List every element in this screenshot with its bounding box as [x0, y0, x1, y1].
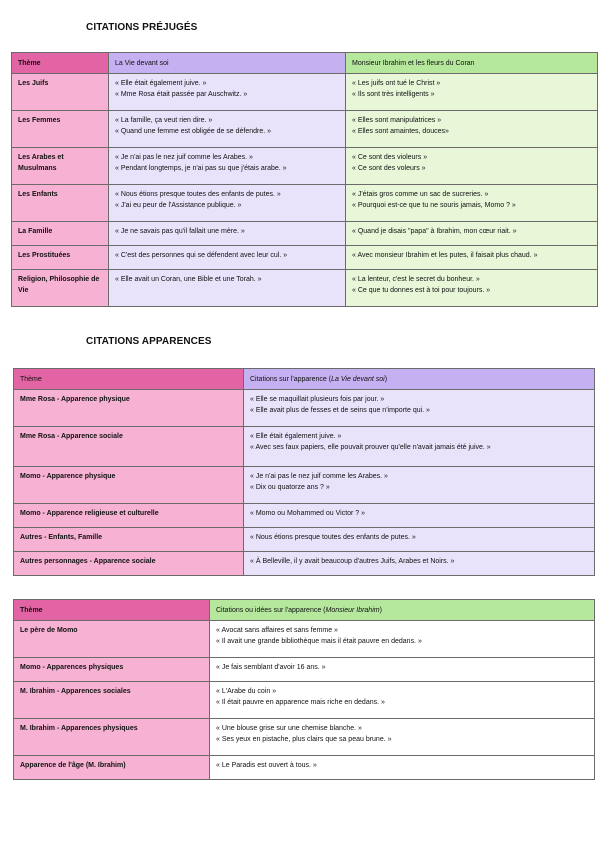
header-prefix: Citations sur l'apparence ( — [250, 376, 332, 383]
quote: « À Belleville, il y avait beaucoup d'autres Juifs, Arabes et Noirs. » — [250, 558, 455, 565]
theme-cell: La Famille — [12, 222, 109, 246]
table-row — [12, 185, 598, 222]
quote: « J'ai eu peur de l'Assistance publique. » — [115, 202, 242, 209]
quote-cell — [346, 246, 598, 270]
quote-cell — [244, 504, 595, 528]
table-row — [12, 246, 598, 270]
quote-cell — [210, 756, 595, 780]
quote-cell — [210, 621, 595, 658]
quote-cell — [244, 467, 595, 504]
quote: « Elle avait plus de fesses et de seins que n'importe qui. » — [250, 407, 430, 414]
section-title-prejuges: CITATIONS PRÉJUGÉS — [86, 22, 198, 33]
quote-cell — [244, 390, 595, 427]
header-quotes — [244, 369, 595, 390]
theme-cell: Les Juifs — [12, 74, 109, 111]
theme-cell: Momo - Apparence religieuse et culturelle — [14, 504, 244, 528]
quote: « C'est des personnes qui se défendent avec leur cul. » — [115, 252, 288, 259]
quote: « Une blouse grise sur une chemise blanche. » — [216, 725, 362, 732]
quote-cell — [109, 222, 346, 246]
quote-cell — [244, 552, 595, 576]
theme-cell: Les Femmes — [12, 111, 109, 148]
theme-cell: Momo - Apparence physique — [14, 467, 244, 504]
table-row — [14, 528, 595, 552]
quote-cell — [210, 682, 595, 719]
table-row — [14, 552, 595, 576]
quote: « Elle était également juive. » — [115, 80, 207, 87]
quote: « Elle se maquillait plusieurs fois par jour. » — [250, 396, 385, 403]
table-row — [14, 467, 595, 504]
apparences-ibrahim-table — [13, 599, 595, 780]
theme-cell: Autres personnages - Apparence sociale — [14, 552, 244, 576]
quote: « Ils sont très intelligents » — [352, 91, 435, 98]
header-book: Monsieur Ibrahim — [325, 607, 380, 614]
quote: « Ses yeux en pistache, plus clairs que sa peau brune. » — [216, 736, 392, 743]
quote: « Dix ou quatorze ans ? » — [250, 484, 330, 491]
quote: « Je n'ai pas le nez juif comme les Arabes. » — [115, 154, 253, 161]
table-row — [12, 74, 598, 111]
quote-cell — [346, 148, 598, 185]
quote-cell — [346, 74, 598, 111]
table-row — [14, 756, 595, 780]
quote-cell — [109, 270, 346, 307]
table-header-row — [12, 53, 598, 74]
header-monsieur-ibrahim: Monsieur Ibrahim et les fleurs du Coran — [346, 53, 598, 74]
quote: « Ce sont des voleurs » — [352, 165, 426, 172]
table-row — [14, 719, 595, 756]
header-book: La Vie devant soi — [331, 376, 385, 383]
quote: « Ce que tu donnes est à toi pour toujours. » — [352, 287, 491, 294]
quote: « Quand une femme est obligée de se défendre. » — [115, 128, 272, 135]
quote-cell — [244, 427, 595, 467]
quote: « Les juifs ont tué le Christ » — [352, 80, 441, 87]
header-quotes — [210, 600, 595, 621]
table-row — [14, 682, 595, 719]
theme-cell: Le père de Momo — [14, 621, 210, 658]
table-row — [14, 390, 595, 427]
quote: « Elles sont manipulatrices » — [352, 117, 442, 124]
quote: « Elles sont amaintes, douces» — [352, 128, 449, 135]
quote-cell — [109, 246, 346, 270]
quote-cell — [346, 185, 598, 222]
quote: « Elle avait un Coran, une Bible et une Torah. » — [115, 276, 262, 283]
quote: « Le Paradis est ouvert à tous. » — [216, 762, 317, 769]
quote: « Nous étions presque toutes des enfants de putes. » — [115, 191, 281, 198]
header-theme: Thème — [14, 600, 210, 621]
theme-cell: Mme Rosa - Apparence physique — [14, 390, 244, 427]
quote: « Pourquoi est-ce que tu ne souris jamais, Momo ? » — [352, 202, 516, 209]
theme-cell: M. Ibrahim - Apparences physiques — [14, 719, 210, 756]
table-header-row — [14, 369, 595, 390]
quote-cell — [109, 185, 346, 222]
table-row — [12, 222, 598, 246]
quote-cell — [210, 658, 595, 682]
header-theme: Thème — [12, 53, 109, 74]
quote-cell — [109, 111, 346, 148]
quote: « Ce sont des violeurs » — [352, 154, 428, 161]
theme-cell: Les Prostituées — [12, 246, 109, 270]
table-row — [14, 427, 595, 467]
quote: « Nous étions presque toutes des enfants de putes. » — [250, 534, 416, 541]
header-suffix: ) — [384, 376, 388, 383]
table-header-row — [14, 600, 595, 621]
quote-cell — [210, 719, 595, 756]
theme-cell: Religion, Philosophie de Vie — [12, 270, 109, 307]
quote: « Elle était également juive. » — [250, 433, 342, 440]
section-title-apparences: CITATIONS APPARENCES — [86, 336, 212, 347]
quote: « Je fais semblant d'avoir 16 ans. » — [216, 664, 326, 671]
quote: « La lenteur, c'est le secret du bonheur. » — [352, 276, 480, 283]
theme-cell: Apparence de l'âge (M. Ibrahim) — [14, 756, 210, 780]
quote: « Avec monsieur Ibrahim et les putes, il faisait plus chaud. » — [352, 252, 538, 259]
header-suffix: ) — [379, 607, 382, 614]
header-prefix: Citations ou idées sur l'apparence ( — [216, 607, 326, 614]
quote: « Mme Rosa était passée par Auschwitz. » — [115, 91, 248, 98]
quote: « Avec ses faux papiers, elle pouvait prouver qu'elle n'avait jamais été juive. » — [250, 444, 491, 451]
prejudices-table — [11, 52, 598, 307]
quote: « Il était pauvre en apparence mais riche en dedans. » — [216, 699, 385, 706]
quote-cell — [346, 270, 598, 307]
theme-cell: Momo - Apparences physiques — [14, 658, 210, 682]
quote-cell — [109, 74, 346, 111]
quote: « J'étais gros comme un sac de sucreries. » — [352, 191, 489, 198]
theme-cell: Les Arabes et Musulmans — [12, 148, 109, 185]
table-row — [12, 111, 598, 148]
quote-cell — [346, 111, 598, 148]
quote: « Momo ou Mohammed ou Victor ? » — [250, 510, 366, 517]
header-theme: Thème — [14, 369, 244, 390]
quote: « La famille, ça veut rien dire. » — [115, 117, 213, 124]
table-row — [12, 270, 598, 307]
theme-cell: Autres - Enfants, Famille — [14, 528, 244, 552]
table-row — [14, 621, 595, 658]
quote: « Pendant longtemps, je n'ai pas su que j'étais arabe. » — [115, 165, 287, 172]
apparences-vie-table — [13, 368, 595, 576]
quote-cell — [244, 528, 595, 552]
table-row — [12, 148, 598, 185]
theme-cell: M. Ibrahim - Apparences sociales — [14, 682, 210, 719]
quote: « Il avait une grande bibliothèque mais il était pauvre en dedans. » — [216, 638, 422, 645]
table-row — [14, 658, 595, 682]
quote: « Avocat sans affaires et sans femme » — [216, 627, 338, 634]
theme-cell: Les Enfants — [12, 185, 109, 222]
header-vie-devant-soi: La Vie devant soi — [109, 53, 346, 74]
table-row — [14, 504, 595, 528]
quote: « Je n'ai pas le nez juif comme les Arabes. » — [250, 473, 388, 480]
quote: « Quand je disais "papa" à Ibrahim, mon cœur riait. » — [352, 228, 517, 235]
quote-cell — [109, 148, 346, 185]
quote: « Je ne savais pas qu'il fallait une mère. » — [115, 228, 245, 235]
quote: « L'Arabe du coin » — [216, 688, 277, 695]
quote-cell — [346, 222, 598, 246]
theme-cell: Mme Rosa - Apparence sociale — [14, 427, 244, 467]
